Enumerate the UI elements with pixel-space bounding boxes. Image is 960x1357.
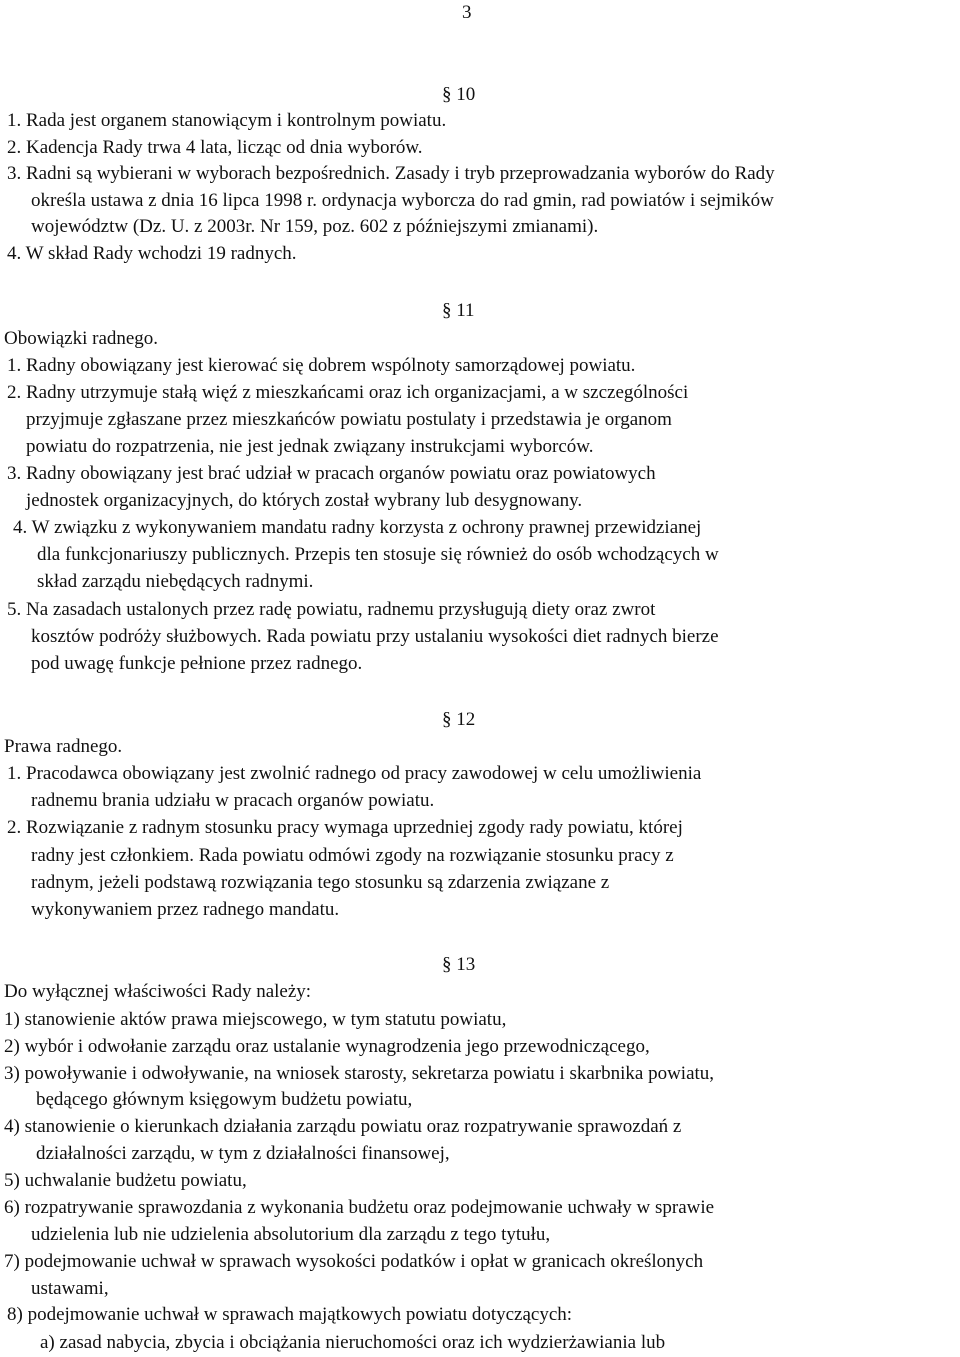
text-line: 1. Radny obowiązany jest kierować się dobrem wspólnoty samorządowej powiatu. (7, 355, 636, 376)
text-line: wykonywaniem przez radnego mandatu. (31, 899, 340, 920)
text-line: 2. Kadencja Rady trwa 4 lata, licząc od dnia wyborów. (7, 137, 423, 158)
list-item: 7) podejmowanie uchwał w sprawach wysokości podatków i opłat w granicach określonych (4, 1251, 704, 1272)
section-title: Do wyłącznej właściwości Rady należy: (4, 981, 312, 1002)
text-line: skład zarządu niebędących radnymi. (37, 571, 314, 592)
section-heading: § 12 (442, 709, 476, 730)
text-line: kosztów podróży służbowych. Rada powiatu przy ustalaniu wysokości diet radnych bierze (31, 626, 719, 647)
list-item: 2) wybór i odwołanie zarządu oraz ustalanie wynagrodzenia jego przewodniczącego, (4, 1036, 650, 1057)
list-subitem: a) zasad nabycia, zbycia i obciążania nieruchomości oraz ich wydzierżawiania lub (40, 1332, 666, 1353)
text-line: 5. Na zasadach ustalonych przez radę powiatu, radnemu przysługują diety oraz zwrot (7, 599, 656, 620)
section-heading: § 13 (442, 954, 476, 975)
text-line: radny jest członkiem. Rada powiatu odmówi zgody na rozwiązanie stosunku pracy z (31, 845, 674, 866)
list-item: 4) stanowienie o kierunkach działania zarządu powiatu oraz rozpatrywanie sprawozdań z (4, 1116, 682, 1137)
text-line: 2. Rozwiązanie z radnym stosunku pracy wymaga uprzedniej zgody rady powiatu, której (7, 817, 683, 838)
list-item: 3) powoływanie i odwoływanie, na wniosek starosty, sekretarza powiatu i skarbnika powiatu, (4, 1063, 715, 1084)
text-line: 1. Rada jest organem stanowiącym i kontrolnym powiatu. (7, 110, 447, 131)
text-line: 1. Pracodawca obowiązany jest zwolnić radnego od pracy zawodowej w celu umożliwienia (7, 763, 702, 784)
section-heading: § 10 (442, 84, 476, 105)
text-line: określa ustawa z dnia 16 lipca 1998 r. ordynacja wyborcza do rad gmin, rad powiatów i sejmików (31, 190, 774, 211)
text-line: pod uwagę funkcje pełnione przez radnego. (31, 653, 363, 674)
text-line: 2. Radny utrzymuje stałą więź z mieszkańcami oraz ich organizacjami, a w szczególności (7, 382, 689, 403)
text-line: 4. W skład Rady wchodzi 19 radnych. (7, 243, 297, 264)
list-item: 5) uchwalanie budżetu powiatu, (4, 1170, 247, 1191)
list-item-continuation: ustawami, (31, 1278, 109, 1299)
list-item: 8) podejmowanie uchwał w sprawach majątkowych powiatu dotyczących: (7, 1304, 573, 1325)
list-item-continuation: będącego głównym księgowym budżetu powiatu, (36, 1089, 413, 1110)
text-line: radnemu brania udziału w pracach organów powiatu. (31, 790, 435, 811)
list-item: 6) rozpatrywanie sprawozdania z wykonania budżetu oraz podejmowanie uchwały w sprawie (4, 1197, 715, 1218)
text-line: jednostek organizacyjnych, do których został wybrany lub desygnowany. (26, 490, 583, 511)
page-number: 3 (462, 2, 472, 23)
text-line: powiatu do rozpatrzenia, nie jest jednak związany instrukcjami wyborców. (26, 436, 594, 457)
text-line: dla funkcjonariuszy publicznych. Przepis ten stosuje się również do osób wchodzących w (37, 544, 719, 565)
list-item-continuation: działalności zarządu, w tym z działalności finansowej, (36, 1143, 450, 1164)
text-line: 3. Radny obowiązany jest brać udział w pracach organów powiatu oraz powiatowych (7, 463, 656, 484)
text-line: 4. W związku z wykonywaniem mandatu radny korzysta z ochrony prawnej przewidzianej (13, 517, 702, 538)
list-item: 1) stanowienie aktów prawa miejscowego, w tym statutu powiatu, (4, 1009, 507, 1030)
text-line: radnym, jeżeli podstawą rozwiązania tego stosunku są zdarzenia związane z (31, 872, 610, 893)
section-heading: § 11 (442, 300, 475, 321)
text-line: 3. Radni są wybierani w wyborach bezpośrednich. Zasady i tryb przeprowadzania wyborów do Rady (7, 163, 775, 184)
section-title: Prawa radnego. (4, 736, 123, 757)
text-line: województw (Dz. U. z 2003r. Nr 159, poz. 602 z późniejszymi zmianami). (31, 216, 599, 237)
text-line: przyjmuje zgłaszane przez mieszkańców powiatu postulaty i przedstawia je organom (26, 409, 672, 430)
list-item-continuation: udzielenia lub nie udzielenia absolutorium dla zarządu z tego tytułu, (31, 1224, 551, 1245)
section-title: Obowiązki radnego. (4, 328, 159, 349)
